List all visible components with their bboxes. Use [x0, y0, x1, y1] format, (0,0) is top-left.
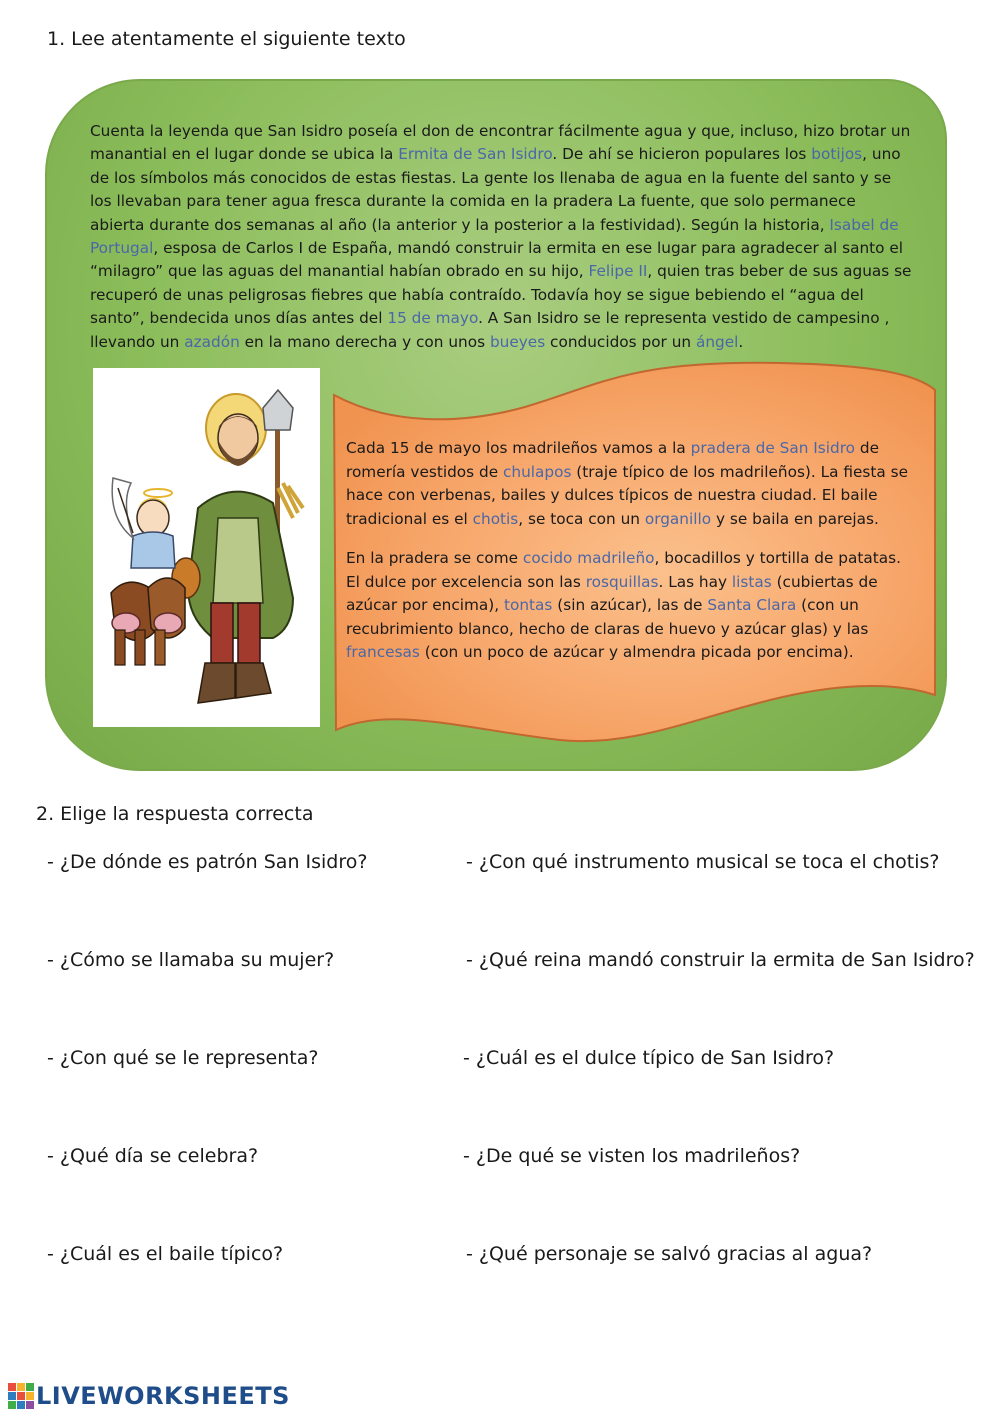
highlighted-term: azadón — [184, 332, 240, 351]
text-segment: de romería vestidos de — [346, 439, 880, 481]
highlighted-term: 15 de mayo — [387, 309, 479, 328]
text-segment: . A San Isidro se le representa vestido de campesino , llevando un — [90, 309, 890, 351]
highlighted-term: francesas — [346, 643, 420, 662]
text-segment: conducidos por un — [545, 332, 696, 351]
section-2-heading: 2. Elige la respuesta correcta — [36, 803, 314, 825]
question-right-4: - ¿De qué se visten los madrileños? — [463, 1145, 801, 1167]
text-segment: , esposa de Carlos I de España, mandó construir la ermita en ese lugar para agradecer al santo el “milagro” que las aguas del manantial habían obrado en su hijo, — [90, 239, 904, 281]
highlighted-term: ángel — [695, 332, 739, 351]
highlighted-term: Santa Clara — [707, 596, 797, 615]
highlighted-term: chotis — [472, 509, 519, 528]
logo-text: LIVEWORKSHEETS — [36, 1382, 290, 1410]
text-segment: Cuenta la leyenda que San Isidro poseía el don de encontrar fácilmente agua y que, incluso, hizo brotar un manantial en el lugar donde se ubica la — [90, 122, 911, 164]
question-left-1: - ¿De dónde es patrón San Isidro? — [47, 851, 368, 873]
highlighted-term: Ermita de San Isidro — [398, 145, 553, 164]
text-segment: y se baila en parejas. — [711, 509, 879, 528]
highlighted-term: rosquillas — [585, 572, 659, 591]
question-right-1: - ¿Con qué instrumento musical se toca el chotis? — [466, 851, 940, 873]
question-left-5: - ¿Cuál es el baile típico? — [47, 1243, 284, 1265]
question-right-5: - ¿Qué personaje se salvó gracias al agua? — [466, 1243, 873, 1265]
question-right-3: - ¿Cuál es el dulce típico de San Isidro? — [463, 1047, 835, 1069]
text-segment: , uno de los símbolos más conocidos de estas fiestas. La gente los llenaba de agua en la fuente del santo y se los llevaban para tener agua fresca durante la comida en la pradera La fuente, que solo permanece abierta durante dos semanas al año (la anterior y la posterior a la festividad). Según la historia, — [90, 145, 901, 234]
logo-grid-icon — [8, 1383, 34, 1409]
festival-text-1 — [346, 437, 916, 531]
question-right-2: - ¿Qué reina mandó construir la ermita de San Isidro? — [466, 949, 975, 971]
highlighted-term: cocido madrileño — [522, 549, 655, 567]
question-left-2: - ¿Cómo se llamaba su mujer? — [47, 949, 335, 971]
text-segment: (cubiertas de azúcar por encima), — [346, 572, 878, 615]
text-segment: , quien tras beber de sus aguas se recuperó de unas peligrosas fiebres que había contraído. Todavía hoy se sigue bebiendo el “agua del santo”, bendecida unos días antes del — [90, 262, 912, 328]
highlighted-term: pradera de San Isidro — [690, 439, 856, 457]
text-segment: . De ahí se hicieron populares los — [552, 145, 812, 164]
highlighted-term: Felipe II — [588, 262, 648, 281]
text-segment: (traje típico de los madrileños). La fiesta se hace con verbenas, bailes y dulces típicos de nuestra ciudad. El baile tradicional es el — [346, 462, 909, 528]
text-segment: en la mano derecha y con unos — [239, 332, 490, 351]
highlighted-term: organillo — [644, 509, 712, 528]
highlighted-term: chulapos — [502, 462, 572, 481]
highlighted-term: listas — [731, 572, 772, 591]
text-segment: , bocadillos y tortilla de patatas. El dulce por excelencia son las — [346, 549, 901, 591]
text-segment: . — [738, 332, 744, 351]
reading-text — [90, 120, 912, 354]
san-isidro-illustration — [93, 368, 320, 727]
question-left-3: - ¿Con qué se le representa? — [47, 1047, 319, 1069]
text-segment: , se toca con un — [518, 509, 645, 528]
highlighted-term: botijos — [811, 145, 863, 164]
highlighted-term: Isabel de Portugal — [90, 215, 899, 258]
text-segment: . Las hay — [658, 572, 732, 591]
text-segment: (sin azúcar), las de — [552, 596, 708, 615]
text-segment: En la pradera se come — [346, 549, 523, 567]
text-segment: (con un poco de azúcar y almendra picada por encima). — [419, 643, 854, 662]
text-segment: (con un recubrimiento blanco, hecho de claras de huevo y azúcar glas) y las — [346, 596, 869, 638]
liveworksheets-logo — [8, 1381, 290, 1411]
highlighted-term: tontas — [504, 596, 553, 615]
question-left-4: - ¿Qué día se celebra? — [47, 1145, 259, 1167]
text-segment: Cada 15 de mayo los madrileños vamos a la — [346, 439, 691, 457]
festival-text-2 — [346, 547, 916, 665]
highlighted-term: bueyes — [489, 332, 546, 351]
section-1-heading: 1. Lee atentamente el siguiente texto — [47, 28, 406, 50]
